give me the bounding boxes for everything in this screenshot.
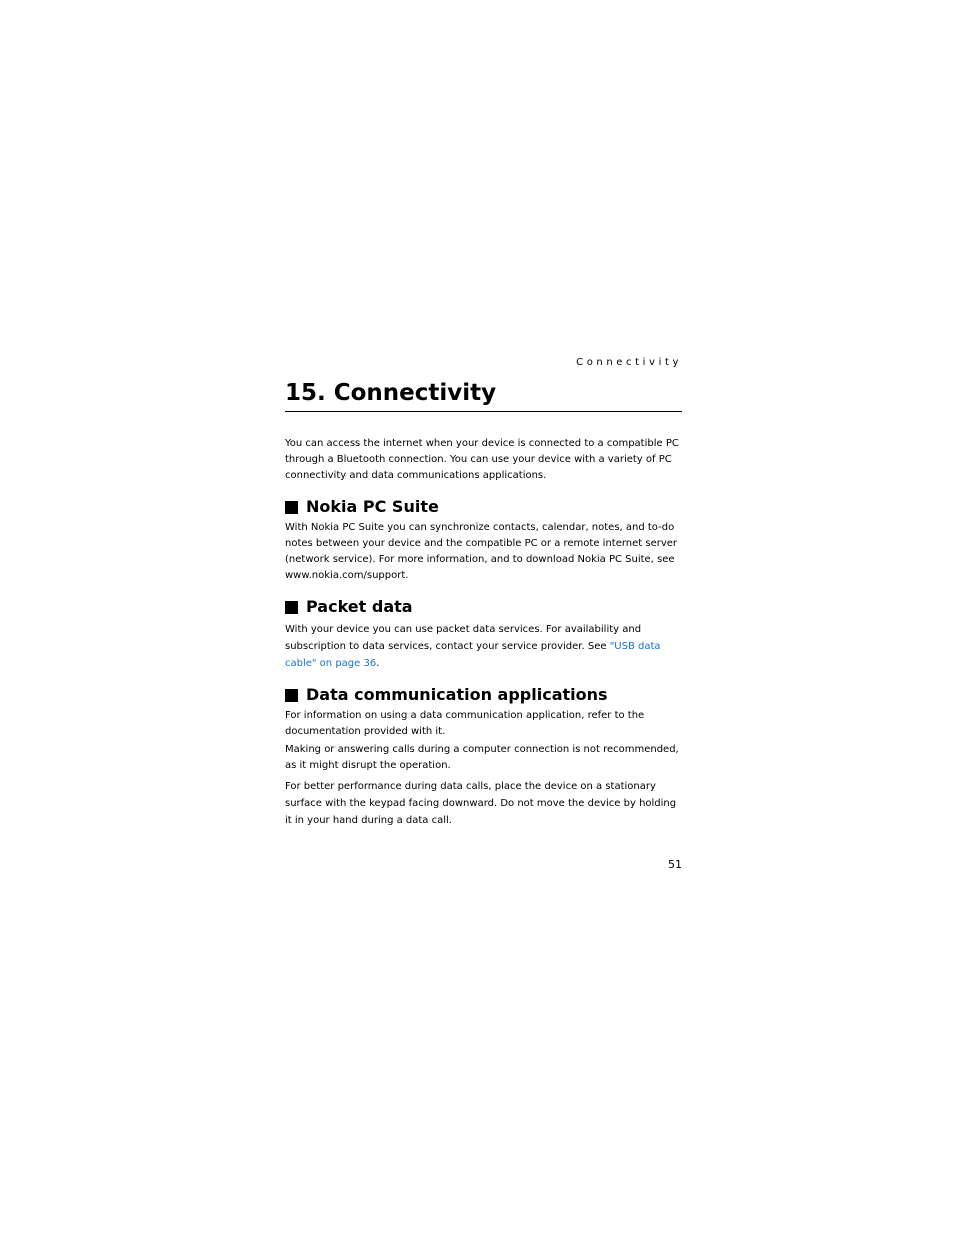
- intro-paragraph: You can access the internet when your device is connected to a compatible PC through a Bluetooth connection. You can use your device with a variety of PC connectivity and data communications applications.: [285, 438, 679, 481]
- square-bullet-icon: [285, 689, 298, 702]
- section-heading-label: Packet data: [306, 597, 413, 616]
- section-heading-label: Data communication applications: [306, 685, 608, 704]
- usb-data-cable-link[interactable]: "USB data cable" on page 36: [285, 641, 661, 669]
- page-number: 51: [668, 858, 682, 871]
- data-communication-paragraph: For information on using a data communication application, refer to the documentation provided with it.: [285, 710, 645, 737]
- page-content: [285, 436, 682, 829]
- packet-data-text-end: .: [376, 658, 380, 669]
- nokia-pc-suite-paragraph: With Nokia PC Suite you can synchronize contacts, calendar, notes, and to-do notes between your device and the compatible PC or a remote internet server (network service). For more information, and to download Nokia PC Suite, see www.nokia.com/support.: [285, 522, 678, 581]
- data-communication-paragraph: For better performance during data calls, place the device on a stationary surface with the keypad facing downward. Do not move the device by holding it in your hand during a data call.: [285, 781, 677, 826]
- packet-data-paragraph: [285, 621, 682, 672]
- section-heading-nokia-pc-suite: [285, 497, 682, 517]
- running-header: Connectivity: [576, 357, 682, 368]
- square-bullet-icon: [285, 601, 298, 614]
- square-bullet-icon: [285, 501, 298, 514]
- section-heading-data-communication-applications: [285, 685, 682, 705]
- chapter-title: 15. Connectivity: [285, 378, 682, 412]
- section-heading-packet-data: [285, 597, 682, 617]
- data-communication-paragraph: Making or answering calls during a computer connection is not recommended, as it might disrupt the operation.: [285, 744, 679, 771]
- section-heading-label: Nokia PC Suite: [306, 497, 439, 516]
- packet-data-text: With your device you can use packet data services. For availability and subscription to data services, contact your service provider. See: [285, 624, 642, 652]
